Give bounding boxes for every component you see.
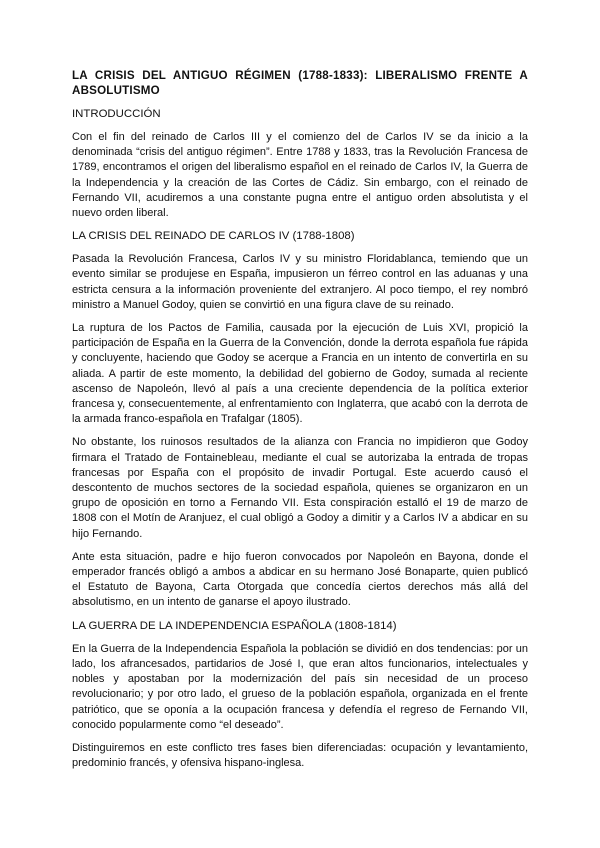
section-heading: LA CRISIS DEL REINADO DE CARLOS IV (1788-1808) (72, 230, 355, 243)
section-introduccion (72, 107, 528, 221)
paragraph: Ante esta situación, padre e hijo fueron convocados por Napoleón en Bayona, donde el emperador francés obligó a ambos a abdicar en su hermano José Bonaparte, quien publicó el Estatuto de Bayona, Carta Otorgada que concedía ciertos derechos más allá del absolutismo, en un intento de ganarse el apoyo ilustrado. (72, 550, 528, 609)
paragraph: En la Guerra de la Independencia Española la población se dividió en dos tendencias: por un lado, los afrancesados, partidarios de José I, que eran altos funcionarios, intelectuales y nobles y apostaban por la modernización del país sin necesidad de un proceso revolucionario; y por otro lado, el grueso de la población española, organizada en el frente patriótico, que se oponía a la ocupación francesa y defendía el regreso de Fernando VII, conocido popularmente como “el deseado”. (72, 642, 528, 731)
paragraph: Distinguiremos en este conflicto tres fases bien diferenciadas: ocupación y levantamiento, predominio francés, y ofensiva hispano-inglesa. (72, 741, 528, 770)
paragraph: Con el fin del reinado de Carlos III y el comienzo del de Carlos IV se da inicio a la denominada “crisis del antiguo régimen”. Entre 1788 y 1833, tras la Revolución Francesa de 1789, encontramos el origen del liberalismo español en el reinado de Carlos IV, la Guerra de la Independencia y la creación de las Cortes de Cádiz. Sin embargo, con el reinado de Fernando VII, acudiremos a una constante pugna entre el antiguo orden absolutista y el nuevo orden liberal. (72, 131, 528, 220)
section-heading: LA GUERRA DE LA INDEPENDENCIA ESPAÑOLA (1808-1814) (72, 619, 397, 632)
paragraph: No obstante, los ruinosos resultados de la alianza con Francia no impidieron que Godoy firmara el Tratado de Fontainebleau, mediante el cual se autorizaba la entrada de tropas francesas por España con el propósito de invadir Portugal. Este acuerdo causó el descontento de muchos sectores de la sociedad española, quienes se organizaron en un grupo de oposición en torno a Fernando VII. Esta conspiración estalló el 19 de marzo de 1808 con el Motín de Aranjuez, el cual obligó a Godoy a dimitir y a Carlos IV a abdicar en su hijo Fernando. (72, 436, 528, 540)
section-crisis-carlos-iv (72, 229, 528, 610)
section-guerra-independencia (72, 619, 528, 772)
paragraph: Pasada la Revolución Francesa, Carlos IV y su ministro Floridablanca, temiendo que un evento similar se produjese en España, impusieron un férreo control en las aduanas y una estricta censura a la información proveniente del extranjero. Al poco tiempo, el rey nombró ministro a Manuel Godoy, quien se convirtió en una figura clave de su reinado. (72, 253, 528, 311)
paragraph: La ruptura de los Pactos de Familia, causada por la ejecución de Luis XVI, propició la participación de España en la Guerra de la Convención, donde la derrota española fue rápida y concluyente, haciendo que Godoy se acerque a Francia en un intento de convertirla en su aliada. A partir de este momento, la debilidad del gobierno de Godoy, sumada al reciente ascenso de Napoleón, llevó al país a una creciente dependencia de la política exterior francesa y, consecuentemente, al enfrentamiento con Inglaterra, que acabó con la derrota de la armada franco-española en Trafalgar (1805). (72, 322, 528, 426)
document-title: LA CRISIS DEL ANTIGUO RÉGIMEN (1788-1833): LIBERALISMO FRENTE A ABSOLUTISMO (72, 69, 528, 97)
section-heading: INTRODUCCIÓN (72, 108, 161, 120)
document-page (72, 68, 528, 779)
